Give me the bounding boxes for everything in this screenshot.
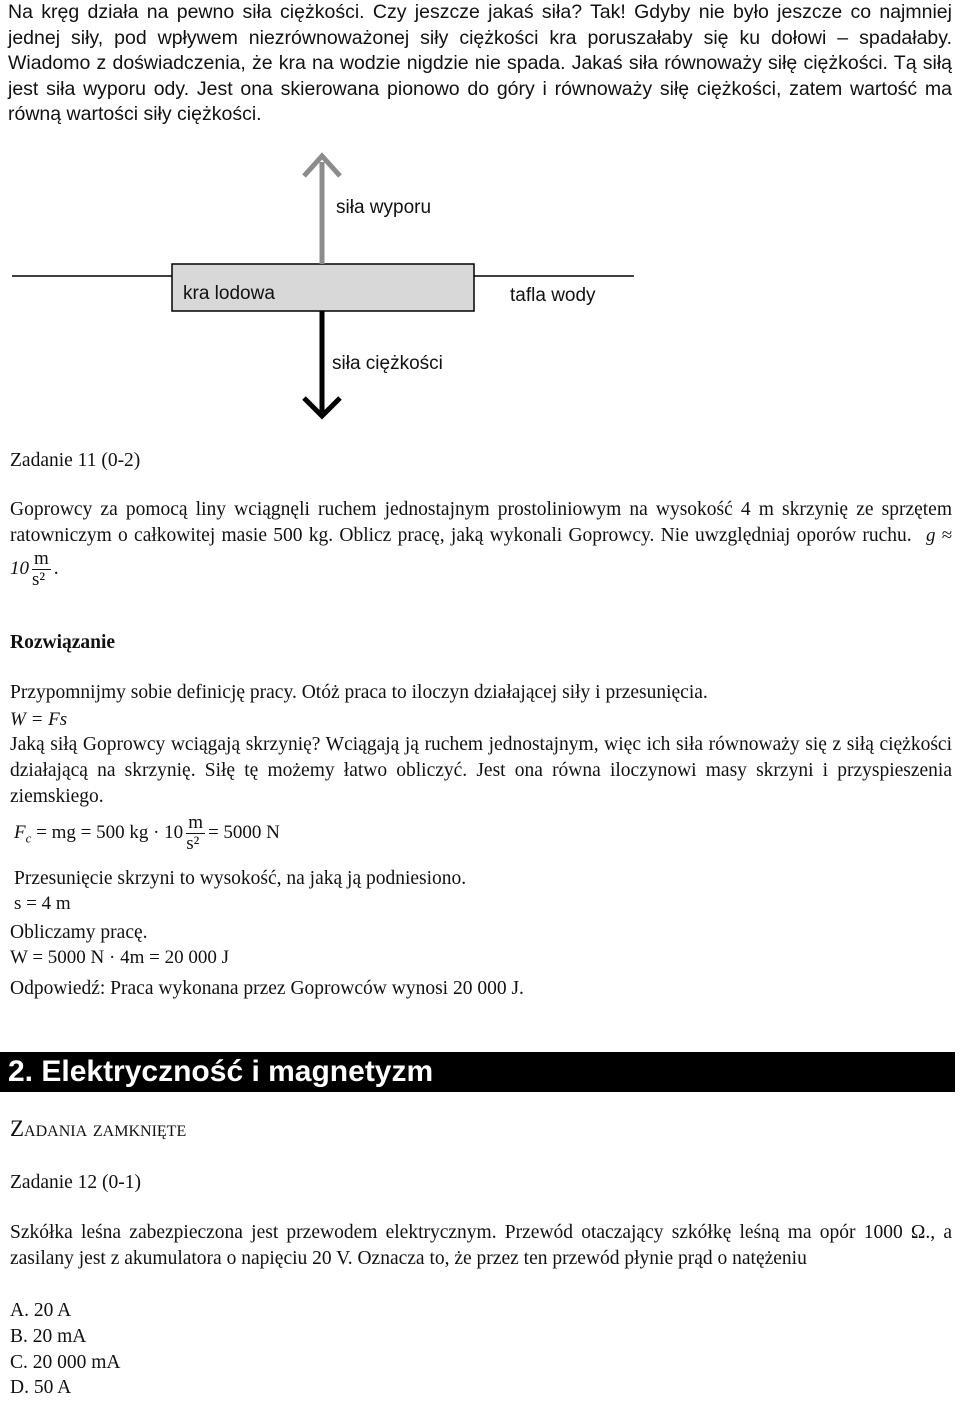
option-d[interactable]: D. 50 A [10, 1377, 72, 1398]
force-diagram [0, 140, 960, 430]
option-c[interactable]: C. 20 000 mA [10, 1352, 121, 1373]
g-value-lhs: g ≈ 10 [10, 525, 952, 579]
g-unit-num: m [34, 548, 49, 569]
label-water-surface: tafla wody [510, 285, 596, 306]
equation-force [14, 813, 956, 854]
eq2-den: s² [186, 833, 200, 854]
task12-text: Szkółka leśna zabezpieczona jest przewodem elektrycznym. Przewód otaczający szkółkę leśną ma opór 1000 Ω., a zasilany jest z akumulatora o napięciu 20 V. Oznacza to, że przez ten przewód płynie prąd o natężeniu [10, 1222, 952, 1269]
equation-work: W = Fs [10, 709, 68, 730]
option-a[interactable]: A. 20 A [10, 1300, 72, 1321]
label-buoyancy: siła wyporu [336, 197, 432, 218]
g-unit-fraction [32, 549, 51, 590]
closed-tasks-heading: Zadania zamknięte [10, 1116, 187, 1141]
section-heading: 2. Elektryczność i magnetyzm [0, 1052, 955, 1092]
task11-body: Goprowcy za pomocą liny wciągnęli ruchem jednostajnym prostoliniowym na wysokość 4 m skrzynię ze sprzętem ratowniczym o całkowitej masie 500 kg. Oblicz pracę, jaką wykonali Goprowcy. Nie uwzględniaj oporów ruchu. [10, 499, 952, 546]
label-gravity: siła ciężkości [332, 353, 443, 374]
label-ice-floe: kra lodowa [183, 283, 275, 304]
eq2-sub: c [25, 830, 32, 846]
g-unit-den: s² [32, 569, 46, 590]
task12-title: Zadanie 12 (0-1) [10, 1172, 142, 1193]
equation-result: W = 5000 N · 4m = 20 000 J [10, 947, 229, 968]
solution-line2: Jaką siłą Goprowcy wciągają skrzynię? Wciągają ją ruchem jednostajnym, więc ich siła równoważy się z siłą ciężkości działającą na skrzynię. Siłę tę możemy łatwo obliczyć. Jest ona równa iloczynowi masy skrzyni i przyspieszenia ziemskiego. [10, 734, 952, 807]
eq2-mid: = mg = 500 kg · 10 [31, 821, 184, 843]
solution-line1: Przypomnijmy sobie definicję pracy. Otóż praca to iloczyn działającej siły i przesunięcia. [10, 682, 708, 703]
eq2-fraction [186, 813, 205, 854]
eq2-lhs: F [14, 821, 26, 843]
g-value-end: . [53, 557, 59, 579]
eq2-num: m [188, 812, 203, 833]
solution-answer: Odpowiedź: Praca wykonana przez Goprowców wynosi 20 000 J. [10, 978, 524, 999]
intro-paragraph: Na kręg działa na pewno siła ciężkości. Czy jeszcze jakaś siła? Tak! Gdyby nie było jeszcze co najmniej jednej siły, pod wpływem niezrównoważonej siły ciężkości kra poruszałaby się ku dołowi – spadałaby. Wiadomo z doświadczenia, że kra na wodzie nigdzie nie spada. Jakaś siła równoważy siłę ciężkości. Tą siłą jest siła wyporu ody. Jest ona skierowana pionowo do góry i równoważy siłę ciężkości, zatem wartość ma równą wartości siły ciężkości. [8, 1, 952, 125]
solution-line3: Przesunięcie skrzyni to wysokość, na jaką ją podniesiono. [14, 868, 467, 889]
option-b[interactable]: B. 20 mA [10, 1326, 87, 1347]
equation-displacement: s = 4 m [14, 893, 71, 914]
solution-line4: Obliczamy pracę. [10, 922, 148, 943]
task11-title: Zadanie 11 (0-2) [10, 450, 141, 471]
eq2-rhs: = 5000 N [207, 821, 280, 843]
solution-title: Rozwiązanie [10, 632, 116, 653]
task11-text [10, 497, 952, 590]
